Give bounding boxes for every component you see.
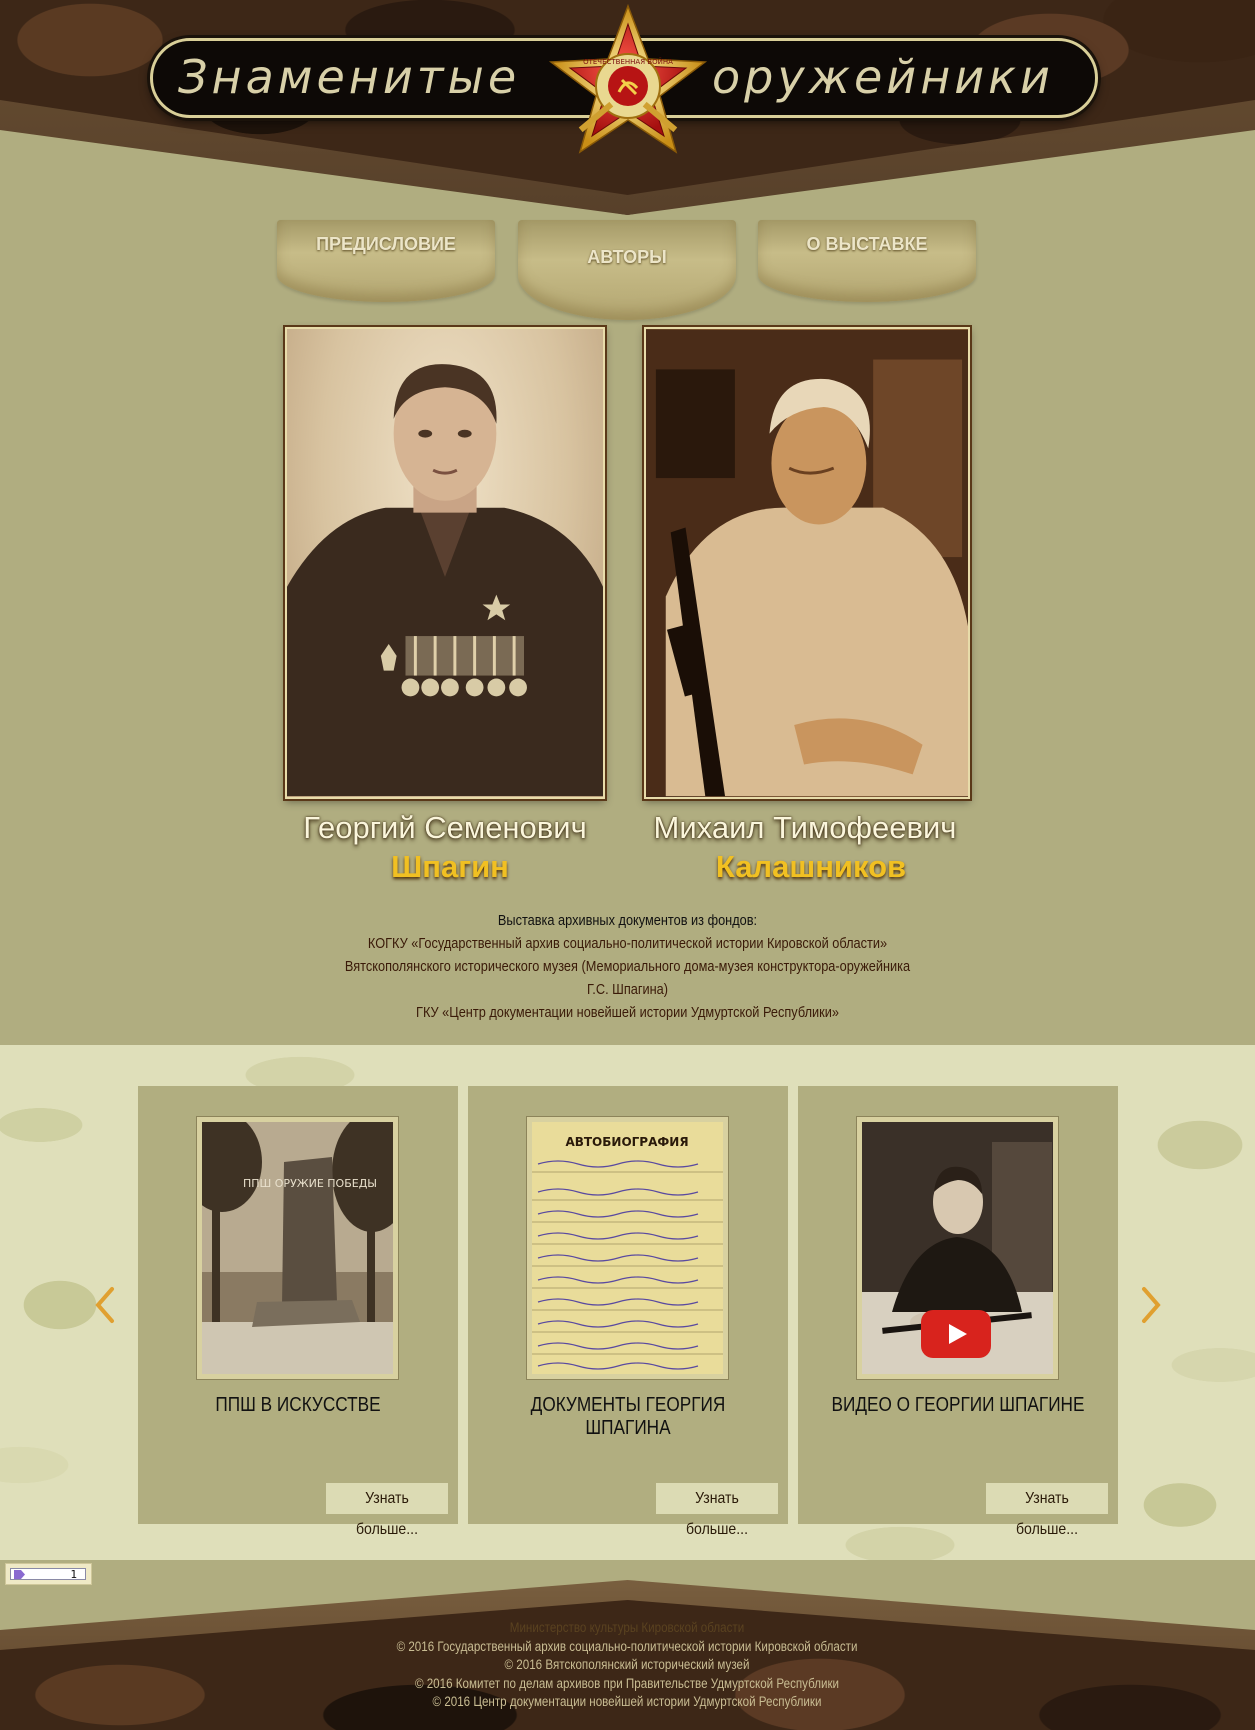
nav-tab-foreword[interactable]: ПРЕДИСЛОВИЕ	[277, 220, 495, 302]
card-title: ВИДЕО О ГЕОРГИИ ШПАГИНЕ	[831, 1394, 1085, 1416]
order-of-patriotic-war-icon	[548, 4, 708, 169]
footer-line: © 2016 Комитет по делам архивов при Правительстве Удмуртской Республики	[414, 1675, 840, 1691]
learn-more-label: Узнать больше...	[685, 1490, 748, 1538]
counter-value: 1	[70, 1568, 77, 1581]
footer-copyright	[369, 1619, 885, 1712]
portrait-shpagin-image	[287, 329, 603, 797]
portrait-kalashnikov-image	[646, 329, 968, 797]
emblem-text: ОТЕЧЕСТВЕННАЯ ВОЙНА	[583, 58, 673, 66]
footer-line: © 2016 Государственный архив социально-политической истории Кировской области	[396, 1638, 858, 1654]
document-heading: АВТОБИОГРАФИЯ	[565, 1135, 689, 1149]
learn-more-label: Узнать больше...	[1015, 1490, 1078, 1538]
nav-tab-about-exhibition[interactable]: О ВЫСТАВКЕ	[758, 220, 976, 302]
monument-image	[202, 1122, 393, 1374]
carousel-card-shpagin-documents	[468, 1086, 788, 1538]
exhibit-lead: Выставка архивных документов из фондов:	[497, 913, 758, 929]
carousel-card-shpagin-video	[798, 1086, 1118, 1538]
exhibit-source-2-cont: Г.С. Шпагина)	[586, 982, 669, 998]
site-title-left: Знаменитые	[178, 50, 521, 104]
exhibit-source-1: КОГКУ «Государственный архив социально-политической истории Кировской области»	[367, 936, 888, 952]
exhibit-source-3: ГКУ «Центр документации новейшей истории Удмуртской Республики»	[416, 1005, 839, 1021]
portrait-kalashnikov[interactable]	[644, 327, 970, 799]
learn-more-button[interactable]	[326, 1483, 448, 1538]
carousel-card-pps-art	[138, 1086, 458, 1538]
learn-more-button[interactable]	[986, 1483, 1108, 1538]
site-title-right: оружейники	[712, 50, 1054, 104]
card-image[interactable]	[527, 1117, 728, 1379]
person-first-name-kalashnikov: Михаил Тимофеевич	[653, 810, 957, 845]
footer-line: © 2016 Вятскополянский исторический музей	[504, 1657, 750, 1672]
card-image[interactable]	[197, 1117, 398, 1379]
person-last-name-shpagin[interactable]: Шпагин	[391, 849, 509, 884]
card-title: ППШ В ИСКУССТВЕ	[215, 1394, 381, 1416]
visit-counter[interactable]	[5, 1563, 92, 1585]
portrait-shpagin[interactable]	[285, 327, 605, 799]
nav-tab-authors[interactable]: АВТОРЫ	[518, 220, 736, 320]
youtube-play-icon[interactable]	[921, 1310, 991, 1358]
learn-more-label: Узнать больше...	[355, 1490, 418, 1538]
chevron-left-icon[interactable]	[90, 1285, 120, 1325]
person-last-name-kalashnikov[interactable]: Калашников	[715, 849, 907, 884]
footer-line: © 2016 Центр документации новейшей истории Удмуртской Республики	[432, 1694, 822, 1709]
exhibit-source-2: Вятскополянского исторического музея (Мемориального дома-музея конструктора-оружейника	[344, 959, 911, 975]
person-first-name-shpagin: Георгий Семенович	[303, 810, 587, 845]
learn-more-button[interactable]	[656, 1483, 778, 1538]
autobiography-document-image	[532, 1122, 723, 1374]
card-title: ДОКУМЕНТЫ ГЕОРГИЯ ШПАГИНА	[530, 1394, 726, 1439]
chevron-right-icon[interactable]	[1136, 1285, 1166, 1325]
counter-bar	[10, 1568, 86, 1580]
monument-inscription: ППШ ОРУЖИЕ ПОБЕДЫ	[242, 1177, 378, 1190]
footer-line: Министерство культуры Кировской области	[509, 1620, 745, 1635]
exhibit-info	[339, 910, 915, 1025]
counter-arrow-icon	[14, 1570, 26, 1579]
